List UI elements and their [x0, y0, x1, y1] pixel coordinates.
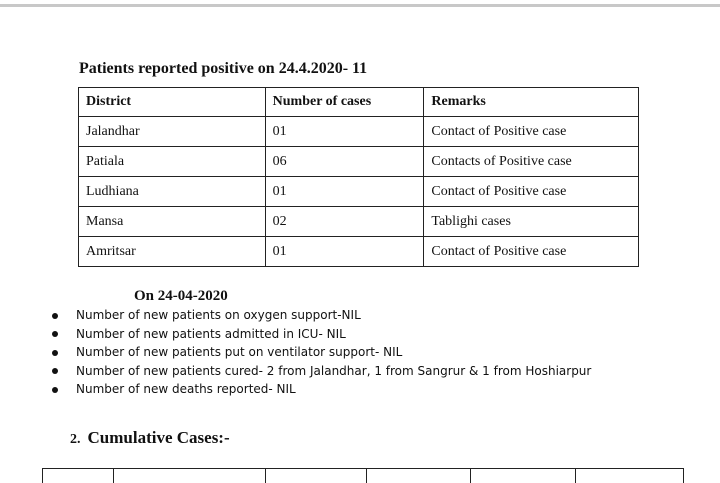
bullet-dot-icon: [52, 368, 58, 374]
table-row: [79, 117, 639, 147]
list-item: [52, 343, 591, 362]
cell-remarks: Contact of Positive case: [424, 117, 639, 147]
top-rule: [0, 4, 720, 7]
section-number: 2.: [70, 432, 81, 447]
bullet-dot-icon: [52, 350, 58, 356]
table-row: [79, 237, 639, 267]
list-item: [52, 362, 591, 381]
bullet-dot-icon: [52, 313, 58, 319]
list-item-text: Number of new patients admitted in ICU- NIL: [76, 326, 346, 341]
cell-remarks: Contacts of Positive case: [424, 147, 639, 177]
date-subheading: On 24-04-2020: [134, 288, 228, 304]
cumulative-table-top: [42, 468, 684, 483]
table-divider: [470, 469, 471, 483]
cell-cases: 06: [265, 147, 424, 177]
cell-district: Patiala: [79, 147, 266, 177]
table-row: [79, 147, 639, 177]
cell-remarks: Tablighi cases: [424, 207, 639, 237]
page-heading: Patients reported positive on 24.4.2020- 11: [79, 60, 368, 77]
cell-district: Ludhiana: [79, 177, 266, 207]
list-item: [52, 325, 591, 344]
table-header-row: [79, 88, 639, 117]
cell-district: Mansa: [79, 207, 266, 237]
table-row: [79, 207, 639, 237]
list-item-text: Number of new patients on oxygen support-NIL: [76, 308, 361, 322]
header-number-of-cases: Number of cases: [265, 88, 424, 117]
bullet-dot-icon: [52, 331, 58, 337]
cell-cases: 02: [265, 207, 424, 237]
cell-cases: 01: [265, 177, 424, 207]
table-row: [79, 177, 639, 207]
cell-remarks: Contact of Positive case: [424, 177, 639, 207]
cell-district: Amritsar: [79, 237, 266, 267]
header-remarks: Remarks: [424, 88, 639, 117]
list-item: [52, 306, 591, 325]
section-title: Cumulative Cases:-: [87, 428, 230, 447]
list-item-text: Number of new deaths reported- NIL: [76, 382, 296, 396]
bullet-dot-icon: [52, 387, 58, 393]
cell-cases: 01: [265, 117, 424, 147]
section-heading: [70, 428, 230, 448]
cell-cases: 01: [265, 237, 424, 267]
cell-district: Jalandhar: [79, 117, 266, 147]
table-divider: [366, 469, 367, 483]
header-district: District: [79, 88, 266, 117]
cell-remarks: Contact of Positive case: [424, 237, 639, 267]
cases-table: [78, 87, 639, 267]
table-divider: [575, 469, 576, 483]
list-item-text: Number of new patients cured- 2 from Jalandhar, 1 from Sangrur & 1 from Hoshiarpur: [76, 363, 592, 378]
table-divider: [265, 469, 266, 483]
table-divider: [113, 469, 114, 483]
list-item-text: Number of new patients put on ventilator support- NIL: [76, 345, 403, 359]
summary-list: [52, 306, 591, 399]
list-item: [52, 380, 591, 399]
